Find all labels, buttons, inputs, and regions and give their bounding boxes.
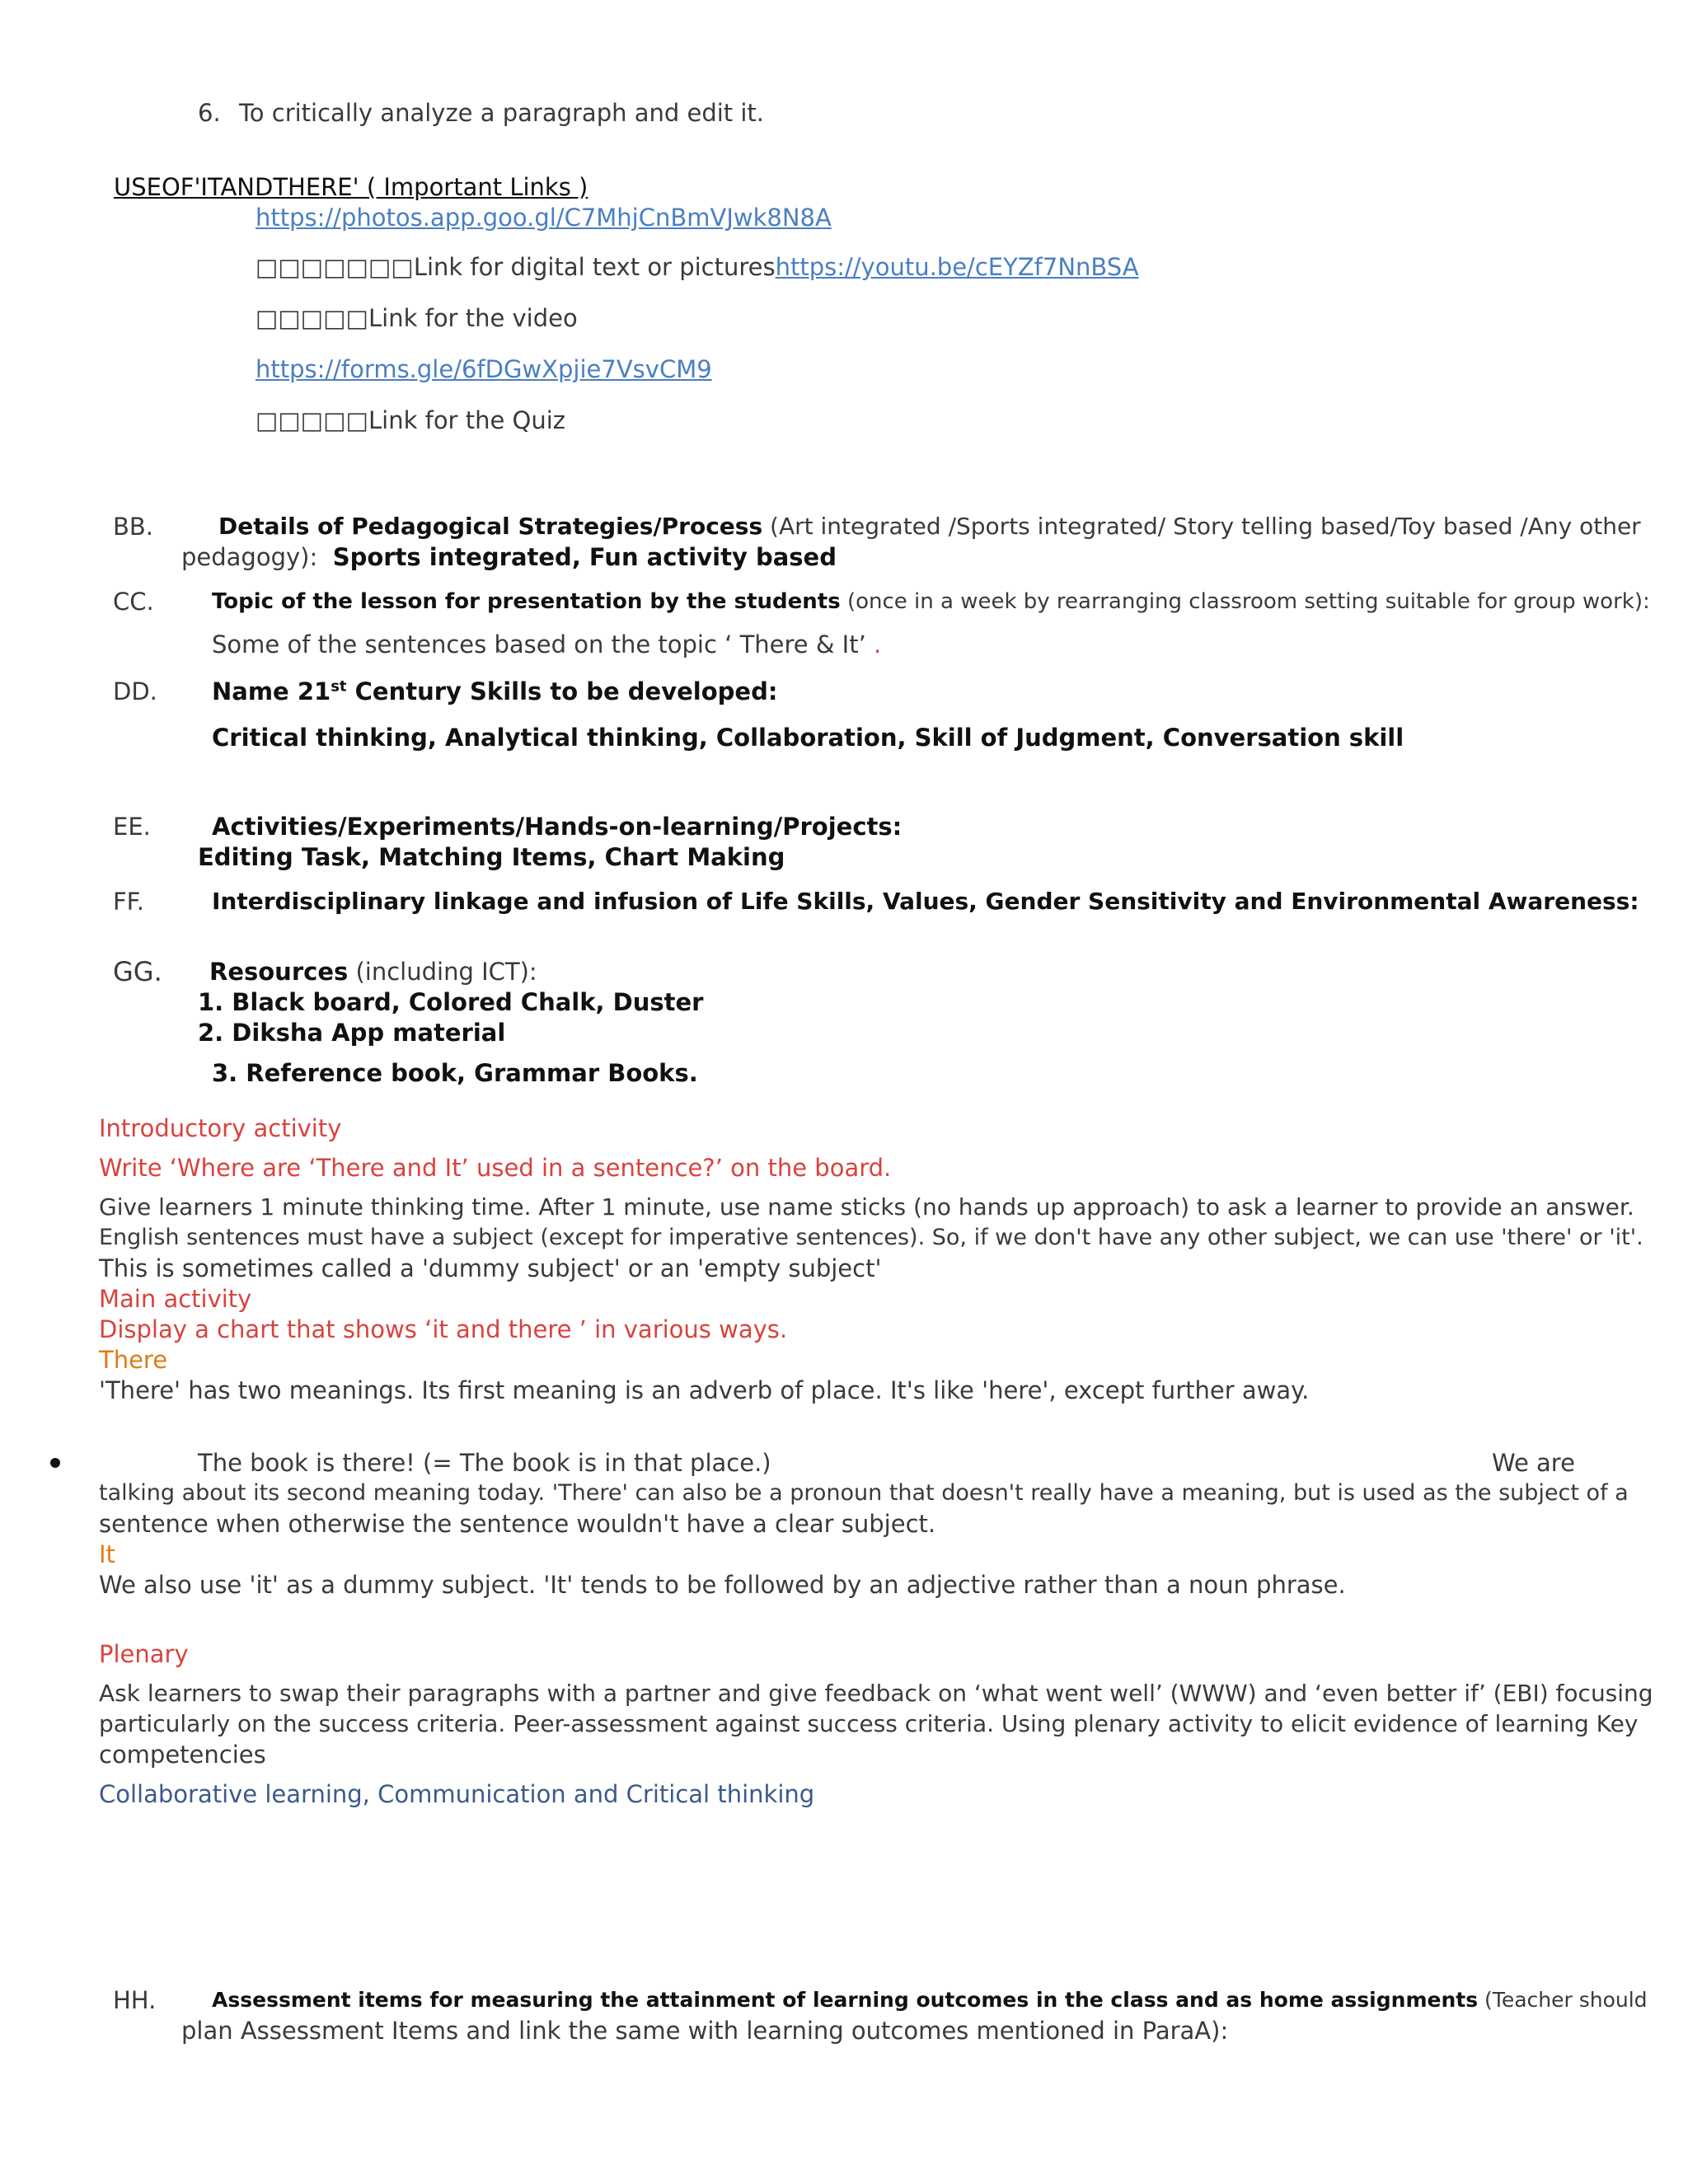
- introductory-para-line3: This is sometimes called a 'dummy subject' or an 'empty subject': [99, 1254, 882, 1282]
- placeholder-boxes: □□□□□: [256, 304, 368, 332]
- video-link[interactable]: https://youtu.be/cEYZf7NnBSA: [775, 253, 1139, 281]
- hh-paren: (Teacher should: [1484, 1988, 1648, 2012]
- bullet-tail: We are: [1492, 1449, 1575, 1477]
- plenary-line2: particularly on the success criteria. Peer-assessment against success criteria. Using plenary activity to elicit evidence of learning Key: [99, 1710, 1639, 1737]
- cc-line1: [212, 586, 1650, 617]
- hh-line1: [212, 1985, 1648, 2016]
- objective-text: To critically analyze a paragraph and edit it.: [239, 99, 765, 127]
- bb-answer: Sports integrated, Fun activity based: [332, 543, 837, 571]
- bullet-dot: [50, 1458, 60, 1468]
- it-heading: It: [99, 1540, 115, 1568]
- bullet-example: The book is there! (= The book is in that place.): [198, 1449, 771, 1477]
- section-label-bb: BB.: [113, 513, 154, 541]
- introductory-para-line2: English sentences must have a subject (except for imperative sentences). So, if we don't have any other subject, we can use 'there' or 'it'.: [99, 1225, 1643, 1250]
- section-label-ee: EE.: [113, 813, 151, 841]
- objective-number: 6.: [198, 99, 221, 127]
- quiz-row: [256, 405, 565, 436]
- there-continue-line1: talking about its second meaning today. 'There' can also be a pronoun that doesn't really have a meaning, but is used as the subject of a: [99, 1480, 1629, 1506]
- plenary-heading: Plenary: [99, 1640, 189, 1668]
- bb-heading: Details of Pedagogical Strategies/Process: [218, 513, 763, 540]
- main-activity-heading: Main activity: [99, 1285, 252, 1313]
- gg-item-1: 1. Black board, Colored Chalk, Duster: [198, 988, 704, 1016]
- bb-line1: [218, 511, 1641, 542]
- dd-heading-sup: st: [331, 677, 347, 696]
- plenary-line3: competencies: [99, 1741, 266, 1769]
- section-label-cc: CC.: [113, 588, 154, 616]
- cc-answer-row: [212, 629, 881, 660]
- there-continue-line2: sentence when otherwise the sentence wouldn't have a clear subject.: [99, 1510, 936, 1538]
- placeholder-boxes: □□□□□□□: [256, 253, 414, 281]
- gg-paren: (including ICT):: [355, 958, 537, 986]
- quiz-link[interactable]: https://forms.gle/6fDGwXpjie7VsvCM9: [256, 355, 712, 383]
- hh-paren-cont: plan Assessment Items and link the same with learning outcomes mentioned in ParaA):: [181, 2017, 1229, 2045]
- section-label-dd: DD.: [113, 677, 157, 705]
- it-para: We also use 'it' as a dummy subject. 'It' tends to be followed by an adjective rather than a noun phrase.: [99, 1571, 1346, 1599]
- key-competencies: Collaborative learning, Communication and Critical thinking: [99, 1780, 815, 1808]
- section-label-gg: GG.: [113, 956, 162, 987]
- introductory-para-line1: Give learners 1 minute thinking time. After 1 minute, use name sticks (no hands up approach) to ask a learner to provide an answer.: [99, 1193, 1634, 1221]
- ee-answer: Editing Task, Matching Items, Chart Making: [198, 843, 785, 871]
- dd-heading-pre: Name 21: [212, 677, 331, 705]
- dd-heading-post: Century Skills to be developed:: [346, 677, 778, 705]
- plenary-line1: Ask learners to swap their paragraphs with a partner and give feedback on ‘what went well’ (WWW) and ‘even better if’ (EBI) focusing: [99, 1680, 1653, 1707]
- photos-link[interactable]: https://photos.app.goo.gl/C7MhjCnBmVJwk8N8A: [256, 204, 832, 232]
- cc-answer: Some of the sentences based on the topic ‘ There & It’: [212, 630, 866, 658]
- gg-heading: Resources: [209, 958, 349, 986]
- ee-heading: Activities/Experiments/Hands-on-learning/Projects:: [212, 813, 903, 841]
- gg-heading-row: [209, 956, 537, 987]
- digital-text-label: Link for digital text or pictures: [413, 253, 776, 281]
- introductory-heading: Introductory activity: [99, 1114, 342, 1142]
- links-heading: USEOF'ITANDTHERE' ( Important Links ): [114, 173, 588, 201]
- cc-paren: (once in a week by rearranging classroom setting suitable for group work):: [846, 589, 1650, 614]
- gg-item-2: 2. Diksha App material: [198, 1019, 506, 1047]
- introductory-instruction: Write ‘Where are ‘There and It’ used in a sentence?’ on the board.: [99, 1154, 892, 1182]
- bb-paren-cont: pedagogy):: [181, 543, 318, 571]
- gg-item-3: 3. Reference book, Grammar Books.: [212, 1059, 698, 1087]
- comment-mark: .: [874, 630, 882, 658]
- main-activity-instruction: Display a chart that shows ‘it and there ’ in various ways.: [99, 1315, 788, 1343]
- bb-paren: (Art integrated /Sports integrated/ Story telling based/Toy based /Any other: [770, 513, 1641, 540]
- section-label-ff: FF.: [113, 888, 144, 916]
- ff-heading: Interdisciplinary linkage and infusion of Life Skills, Values, Gender Sensitivity and Environmental Awareness:: [212, 888, 1639, 915]
- dd-answer: Critical thinking, Analytical thinking, Collaboration, Skill of Judgment, Conversation skill: [212, 724, 1404, 752]
- video-label: Link for the video: [368, 304, 578, 332]
- dd-heading: [212, 676, 777, 707]
- video-row: [256, 302, 578, 334]
- placeholder-boxes: □□□□□: [256, 406, 368, 434]
- there-para: 'There' has two meanings. Its first meaning is an adverb of place. It's like 'here', except further away.: [99, 1376, 1310, 1404]
- cc-heading: Topic of the lesson for presentation by the students: [212, 589, 841, 614]
- there-heading: There: [99, 1346, 168, 1374]
- hh-heading: Assessment items for measuring the attainment of learning outcomes in the class and as home assignments: [212, 1988, 1479, 2012]
- section-label-hh: HH.: [113, 1986, 157, 2014]
- quiz-label: Link for the Quiz: [368, 406, 565, 434]
- digital-text-row: [256, 251, 1139, 283]
- bb-line2: [181, 541, 837, 573]
